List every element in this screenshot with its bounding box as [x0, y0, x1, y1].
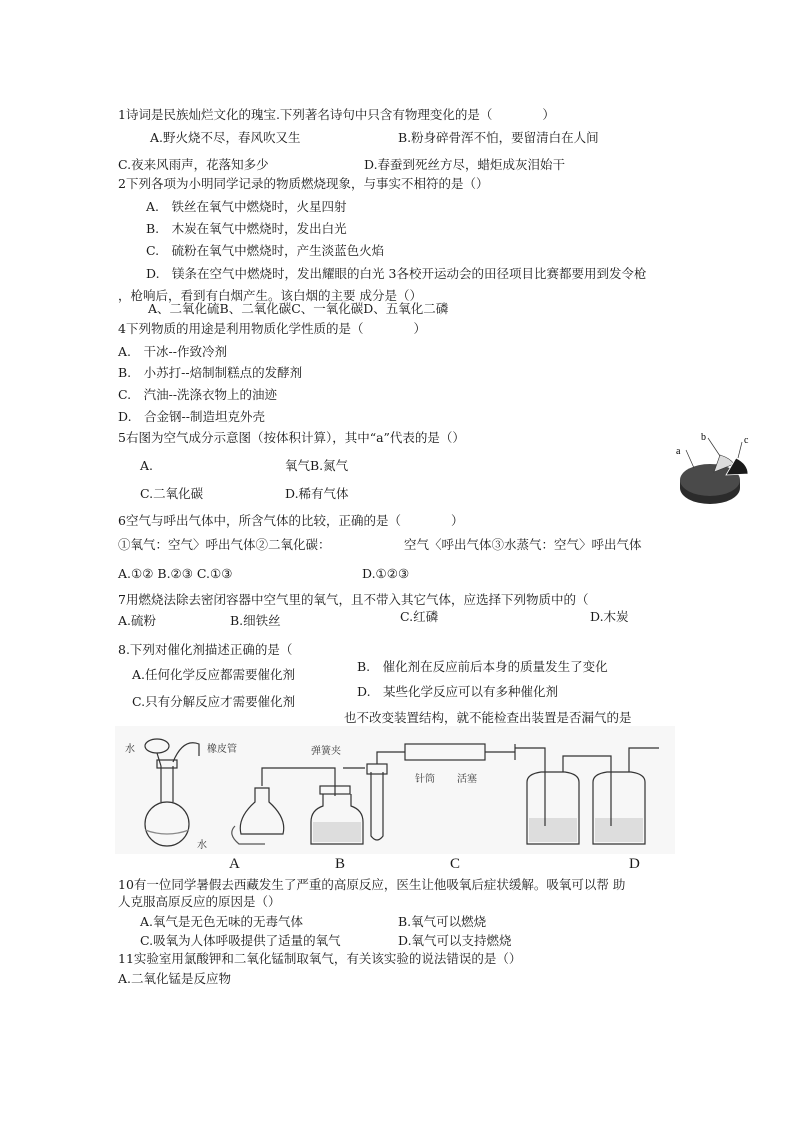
q10-option-a: A.氧气是无色无味的无毒气体: [140, 914, 304, 929]
figure-label-d: D: [629, 856, 640, 872]
apparatus-figure: [115, 726, 675, 854]
q6-options-abc: A.①② B.②③ C.①③: [118, 566, 233, 581]
img-label-water1: 水: [125, 744, 135, 755]
q6-line1: ①氧气：空气〉呼出气体②二氧化碳：: [118, 537, 331, 552]
q7-option-c: C.红磷: [400, 609, 439, 624]
q1-option-a: A.野火烧不尽，春风吹又生: [150, 130, 301, 145]
q8-stem: 8.下列对催化剂描述正确的是（: [118, 642, 293, 657]
q7-option-b: B.细铁丝: [230, 613, 281, 628]
q1-option-c: C.夜来风雨声，花落知多少: [118, 157, 269, 172]
figure-label-a: A: [229, 856, 240, 872]
q10-stem: 10有一位同学暑假去西藏发生了严重的高原反应，医生让他吸氧后症状缓解。吸氧可以帮 助: [118, 877, 626, 892]
q10-option-d: D.氧气可以支持燃烧: [398, 933, 512, 948]
pie-label-c: c: [744, 435, 749, 446]
q6-stem: 6空气与呼出气体中，所含气体的比较，正确的是（ ）: [118, 513, 464, 528]
figure-label-c: C: [450, 856, 461, 872]
q7-stem: 7用燃烧法除去密闭容器中空气里的氧气，且不带入其它气体，应选择下列物质中的（: [118, 592, 589, 607]
q7-option-a: A.硫粉: [118, 613, 157, 628]
q6-option-d: D.①②③: [362, 566, 410, 581]
q5-option-d: D.稀有气体: [285, 486, 349, 501]
q8-option-c: C.只有分解反应才需要催化剂: [132, 694, 296, 709]
img-label-syringe: 针筒: [415, 774, 435, 785]
q8-option-d: D. 某些化学反应可以有多种催化剂: [357, 684, 559, 699]
q2-option-a: A. 铁丝在氧气中燃烧时，火星四射: [146, 199, 347, 214]
q2-option-c: C. 硫粉在氧气中燃烧时，产生淡蓝色火焰: [146, 243, 385, 258]
q1-option-d: D.春蚕到死丝方尽，蜡炬成灰泪始干: [364, 157, 566, 172]
q8-option-a: A.任何化学反应都需要催化剂: [132, 667, 296, 682]
img-label-plunger: 活塞: [457, 774, 477, 785]
q8-option-b: B. 催化剂在反应前后本身的质量发生了变化: [357, 659, 608, 674]
q11-option-a: A.二氧化锰是反应物: [118, 971, 232, 986]
q5-option-a: A.: [140, 458, 154, 473]
q4-option-a: A. 干冰--作致冷剂: [118, 344, 227, 359]
q5-option-c: C.二氧化碳: [140, 486, 204, 501]
q4-stem: 4下列物质的用途是利用物质化学性质的是（ ）: [118, 321, 426, 336]
q5-stem: 5右图为空气成分示意图（按体积计算），其中“a”代表的是（）: [118, 430, 465, 445]
q6-line1b: 空气〈呼出气体③水蒸气：空气〉呼出气体: [404, 537, 642, 552]
q10-option-b: B.氧气可以燃烧: [398, 914, 487, 929]
img-label-water2: 水: [197, 840, 207, 851]
figure-label-b: B: [335, 856, 346, 872]
img-label-rubber: 橡皮管: [207, 744, 237, 755]
pie-label-b: b: [701, 432, 706, 443]
q5-option-a-text: 氧气B.氮气: [285, 458, 349, 473]
pie-label-a: a: [676, 446, 681, 457]
q4-option-c: C. 汽油--洗涤衣物上的油迹: [118, 387, 278, 402]
q2-option-b: B. 木炭在氧气中燃烧时，发出白光: [146, 221, 347, 236]
air-composition-pie-figure: [668, 428, 758, 513]
q1-option-b: B.粉身碎骨浑不怕，要留清白在人间: [398, 130, 599, 145]
q11-stem: 11实验室用氯酸钾和二氧化锰制取氧气，有关该实验的说法错误的是（）: [118, 951, 522, 966]
q7-option-d: D.木炭: [590, 609, 629, 624]
q2-stem: 2下列各项为小明同学记录的物质燃烧现象，与事实不相符的是（）: [118, 176, 489, 191]
img-label-clamp: 弹簧夹: [311, 746, 341, 757]
q10-option-c: C.吸氧为人体呼吸提供了适量的氧气: [140, 933, 341, 948]
q2-option-d-cont: ，枪响后，看到有白烟产生。该白烟的主要 成分是（）: [118, 288, 422, 303]
q4-option-d: D. 合金钢--制造坦克外壳: [118, 409, 265, 424]
q9-stem-tail: 也不改变装置结构，就不能检查出装置是否漏气的是: [344, 710, 632, 725]
q4-option-b: B. 小苏打--焙制制糕点的发酵剂: [118, 365, 303, 380]
q10-stem-cont: 人克服高原反应的原因是（）: [118, 894, 281, 909]
q3-options: A、二氧化硫B、二氧化碳C、一氧化碳D、五氧化二磷: [148, 301, 449, 316]
q2-option-d: D. 镁条在空气中燃烧时，发出耀眼的白光 3各校开运动会的田径项目比赛都要用到发令枪: [146, 266, 647, 281]
q1-stem: 1诗词是民族灿烂文化的瑰宝.下列著名诗句中只含有物理变化的是（ ）: [118, 107, 555, 122]
